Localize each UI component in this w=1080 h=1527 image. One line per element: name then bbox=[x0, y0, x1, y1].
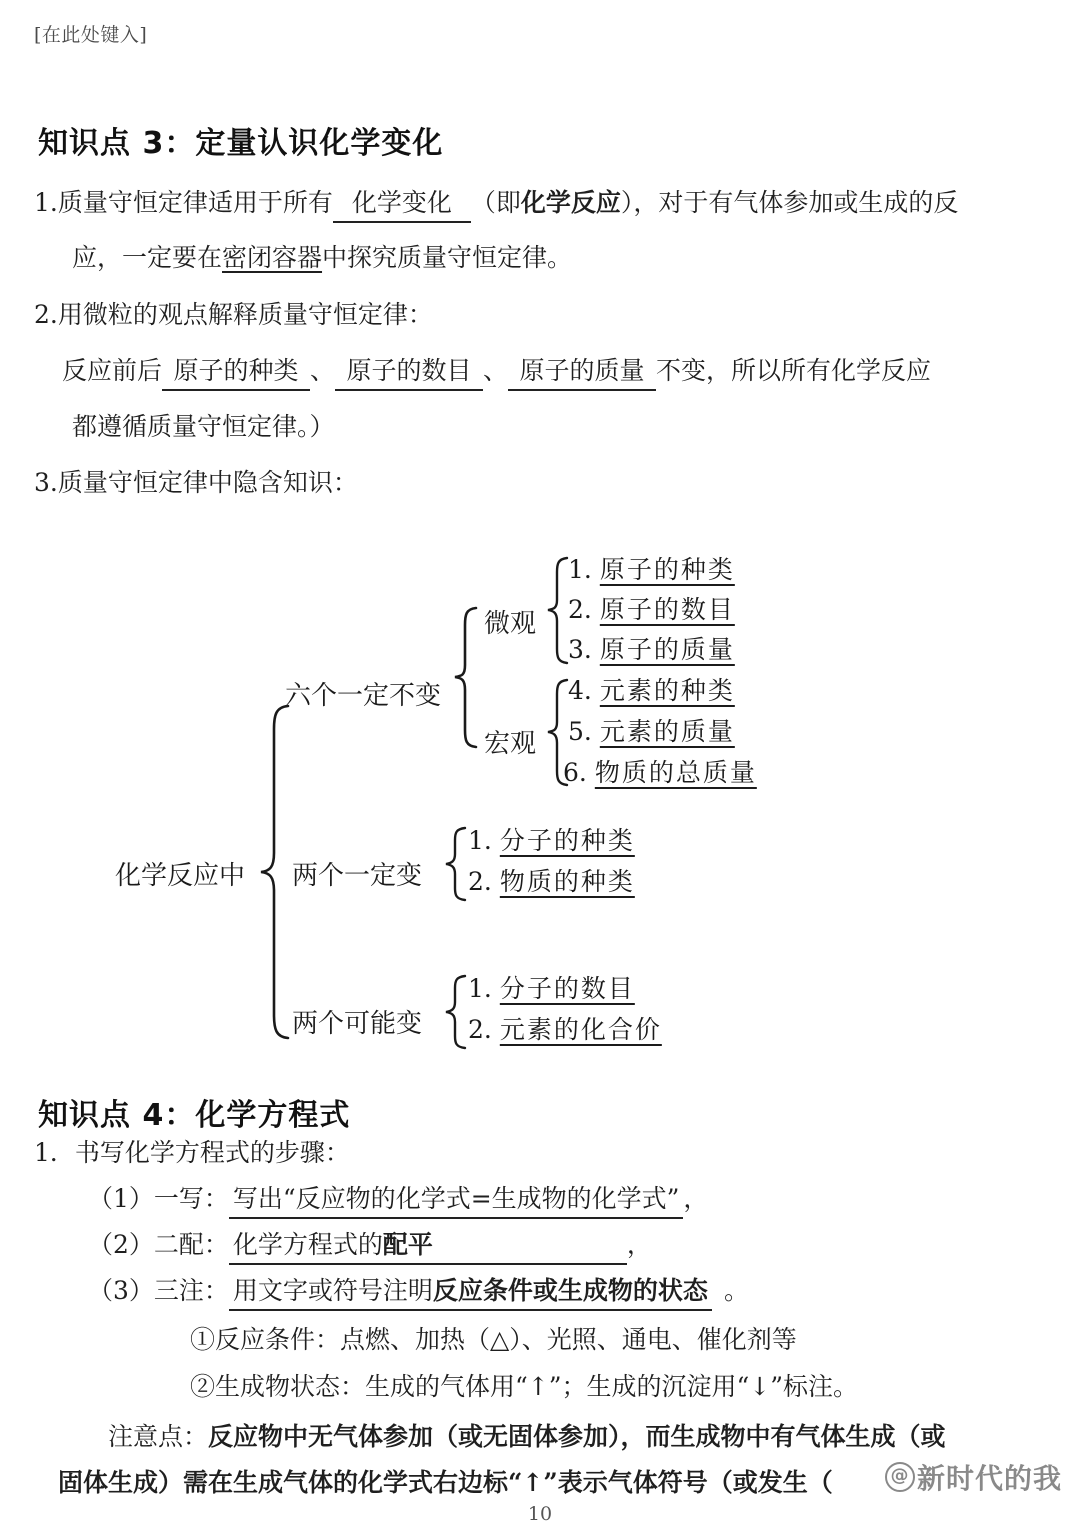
diagram-change-item-2-text: 物质的种类 bbox=[499, 867, 635, 896]
kp4-step-3-tail: 。 bbox=[723, 1276, 749, 1305]
kp4-step-3-label: （3）三注： bbox=[88, 1276, 229, 1305]
kp3-item3-title: 3.质量守恒定律中隐含知识： bbox=[34, 468, 358, 497]
diagram-six-item-4 bbox=[568, 671, 735, 707]
kp3-item2-sep1: 、 bbox=[310, 356, 336, 385]
kp4-attention-line2 bbox=[58, 1468, 833, 1498]
brace-change-items bbox=[443, 825, 469, 903]
diagram-six-item-1 bbox=[568, 550, 735, 586]
diagram-maybe-item-1-num: 1. bbox=[468, 974, 492, 1003]
kp4-step-2-blank bbox=[229, 1230, 627, 1265]
diagram-six-item-3 bbox=[568, 630, 735, 666]
kp4-attention-label: 注意点： bbox=[108, 1422, 209, 1451]
diagram-branch-1-label: 六个一定不变 bbox=[285, 681, 442, 711]
diagram-six-item-6 bbox=[563, 753, 757, 789]
diagram-six-item-3-num: 3. bbox=[568, 635, 592, 664]
diagram-maybe-item-2-num: 2. bbox=[468, 1015, 492, 1044]
kp4-step-2-blank-bold: 配平 bbox=[382, 1230, 433, 1259]
kp3-item1-line2a: 应，一定要在 bbox=[72, 243, 223, 272]
kp4-step-2-label: （2）二配： bbox=[88, 1230, 229, 1259]
kp4-step-1-blank: 写出“反应物的化学式=生成物的化学式” bbox=[229, 1184, 684, 1219]
kp4-step-3-blank-normal: 用文字或符号注明 bbox=[232, 1276, 433, 1305]
kp3-item2-blank1: 原子的种类 bbox=[162, 356, 310, 391]
diagram-sub-label-macro: 宏观 bbox=[484, 729, 537, 759]
kp4-note-1: ①反应条件：点燃、加热（△）、光照、通电、催化剂等 bbox=[190, 1325, 797, 1354]
page-number: 10 bbox=[527, 1503, 553, 1525]
kp3-item1-line2-underline: 密闭容器 bbox=[222, 243, 323, 272]
kp3-item1-line2b: 中探究质量守恒定律。 bbox=[322, 243, 573, 272]
diagram-branch-3-label: 两个可能变 bbox=[292, 1009, 423, 1039]
kp4-step-3-blank-bold: 反应条件或生成物的状态 bbox=[432, 1276, 708, 1305]
diagram-six-item-5-num: 5. bbox=[568, 717, 592, 746]
watermark-name: 新时代的我 bbox=[916, 1462, 1062, 1495]
diagram-six-item-2 bbox=[568, 590, 735, 626]
diagram-six-item-2-text: 原子的数目 bbox=[599, 595, 735, 624]
diagram-maybe-item-2 bbox=[468, 1010, 662, 1046]
diagram-change-item-2-num: 2. bbox=[468, 867, 492, 896]
brace-maybe-items bbox=[443, 973, 469, 1051]
kp3-item1-bold1: 化学反应 bbox=[520, 188, 621, 217]
diagram-branch-2-label: 两个一定变 bbox=[292, 861, 423, 891]
kp3-item1-line1 bbox=[34, 188, 958, 223]
diagram-change-item-1-text: 分子的种类 bbox=[499, 826, 635, 855]
diagram-six-item-3-text: 原子的质量 bbox=[599, 635, 735, 664]
diagram-change-item-2 bbox=[468, 862, 635, 898]
kp4-step-3 bbox=[88, 1276, 749, 1311]
kp3-item1-blank1: 化学变化 bbox=[333, 188, 471, 223]
brace-root bbox=[258, 703, 292, 1041]
section-heading-kp4: 知识点 4：化学方程式 bbox=[38, 1098, 351, 1133]
kp3-item1-line2 bbox=[72, 243, 572, 273]
diagram-maybe-item-1-text: 分子的数目 bbox=[499, 974, 635, 1003]
watermark-at-icon: @ bbox=[885, 1462, 915, 1492]
kp4-attention-line2-text: 固体生成）需在生成气体的化学式右边标“↑”表示气体符号（或发生（ bbox=[58, 1468, 833, 1497]
kp4-attention-line1-text: 反应物中无气体参加（或无固体参加），而生成物中有气体生成（或 bbox=[208, 1422, 946, 1451]
kp3-item2-blank2: 原子的数目 bbox=[335, 356, 483, 391]
header-type-here-placeholder: [在此处键入] bbox=[34, 24, 148, 46]
brace-six-group bbox=[452, 605, 480, 750]
diagram-change-item-1 bbox=[468, 821, 635, 857]
diagram-six-item-6-num: 6. bbox=[563, 758, 587, 787]
kp4-step-1-label: （1）一写： bbox=[88, 1184, 229, 1213]
kp4-step-2 bbox=[88, 1230, 652, 1265]
diagram-six-item-4-text: 元素的种类 bbox=[599, 676, 735, 705]
kp3-item1-mid: （即 bbox=[470, 188, 521, 217]
diagram-sub-label-micro: 微观 bbox=[484, 609, 537, 639]
kp4-attention-line1 bbox=[108, 1422, 946, 1452]
kp4-item1-title: 1．书写化学方程式的步骤： bbox=[34, 1138, 350, 1167]
watermark bbox=[885, 1457, 1062, 1497]
kp4-note-2: ②生成物状态：生成的气体用“↑”；生成的沉淀用“↓”标注。 bbox=[190, 1372, 859, 1401]
kp3-item2-tail: 不变，所以所有化学反应 bbox=[656, 356, 932, 385]
kp3-item1-after: ），对于有气体参加或生成的反 bbox=[620, 188, 959, 217]
kp3-item2-sep2: 、 bbox=[483, 356, 509, 385]
kp4-step-2-blank-normal: 化学方程式的 bbox=[232, 1230, 383, 1259]
diagram-six-item-1-text: 原子的种类 bbox=[599, 555, 735, 584]
kp3-item2-blank3: 原子的质量 bbox=[508, 356, 656, 391]
kp3-item2-title: 2.用微粒的观点解释质量守恒定律： bbox=[34, 300, 433, 329]
kp3-item2-lead: 反应前后 bbox=[62, 356, 163, 385]
kp3-item1-prefix: 1.质量守恒定律适用于所有 bbox=[34, 188, 333, 217]
kp4-step-2-tail: ， bbox=[626, 1230, 652, 1259]
kp3-item2-line1 bbox=[62, 356, 931, 391]
section-heading-kp3: 知识点 3：定量认识化学变化 bbox=[38, 126, 444, 161]
diagram-six-item-4-num: 4. bbox=[568, 676, 592, 705]
kp4-step-1 bbox=[88, 1184, 708, 1219]
diagram-maybe-item-1 bbox=[468, 969, 635, 1005]
kp4-step-1-tail: ， bbox=[683, 1184, 709, 1213]
brace-diagram bbox=[0, 525, 1080, 1065]
diagram-six-item-1-num: 1. bbox=[568, 555, 592, 584]
diagram-six-item-2-num: 2. bbox=[568, 595, 592, 624]
diagram-six-item-5-text: 元素的质量 bbox=[599, 717, 735, 746]
diagram-six-item-5 bbox=[568, 712, 735, 748]
diagram-maybe-item-2-text: 元素的化合价 bbox=[499, 1015, 662, 1044]
kp4-step-3-blank bbox=[229, 1276, 712, 1311]
diagram-root-label: 化学反应中 bbox=[115, 861, 246, 891]
kp3-item2-line2: 都遵循质量守恒定律。） bbox=[72, 412, 335, 441]
diagram-six-item-6-text: 物质的总质量 bbox=[594, 758, 757, 787]
diagram-change-item-1-num: 1. bbox=[468, 826, 492, 855]
